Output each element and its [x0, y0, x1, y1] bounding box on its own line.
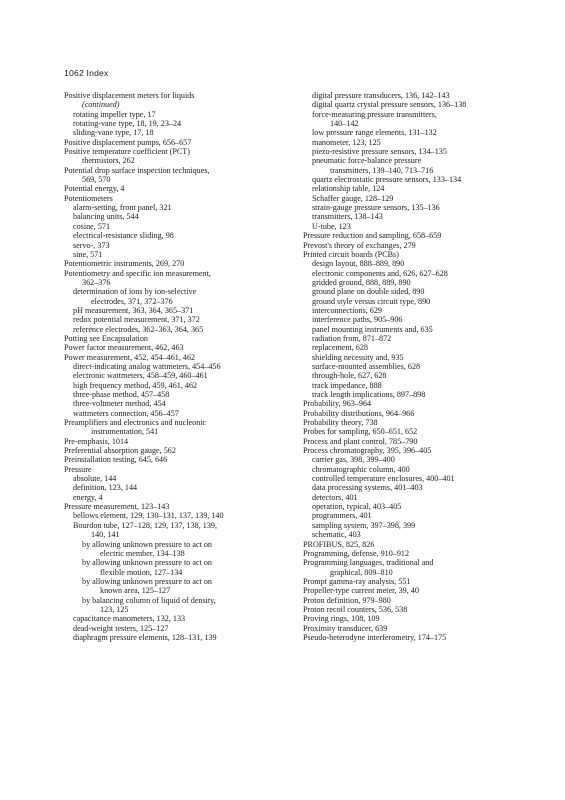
- index-entry: Potential energy, 4: [64, 184, 125, 194]
- index-subentry: force-measuring pressure transmitters,: [312, 109, 437, 119]
- index-subentry: ground plane on double sided, 890: [312, 287, 425, 297]
- index-subentry: sine, 571: [73, 249, 103, 259]
- index-subentry: determination of ions by ion-selective: [73, 287, 197, 297]
- index-subentry: radiation from, 871–872: [312, 333, 392, 343]
- index-subentry: sliding-vane type, 17, 18: [73, 128, 154, 138]
- index-entry: Positive displacement pumps, 656–657: [64, 137, 192, 147]
- index-subentry: three-phase method, 457–458: [73, 390, 170, 399]
- index-entry: Pressure measurement, 123–143: [64, 502, 170, 512]
- index-entry: Probes for sampling, 650–651, 652: [303, 427, 418, 437]
- index-entry: Pseudo-heterodyne interferometry, 174–175: [303, 632, 447, 642]
- index-subentry: definition, 123, 144: [73, 483, 138, 493]
- index-entry: Power measurement, 452, 454–461, 462: [64, 352, 196, 362]
- index-subentry: surface-mounted assemblies, 628: [312, 361, 421, 371]
- index-subentry: dead-weight testers, 125–127: [73, 623, 169, 633]
- index-subentry: servo-, 373: [73, 240, 110, 250]
- index-subentry: pneumatic force-balance pressure: [312, 156, 422, 166]
- index-subentry: sampling system, 397–398, 399: [312, 520, 416, 530]
- index-subentry: diaphragm pressure elements, 128–131, 139: [73, 632, 217, 642]
- index-entry: PROFIBUS, 825, 826: [303, 539, 375, 549]
- index-subentry: direct-indicating analog wattmeters, 454–456: [73, 361, 221, 371]
- index-subentry: bellows element, 129, 130–131, 137, 139, 140: [73, 511, 224, 521]
- index-entry: Pre-emphasis, 1014: [64, 436, 129, 446]
- index-subentry: by allowing unknown pressure to act on: [82, 539, 212, 549]
- index-entry: Potentiometry and specific ion measurement,: [64, 268, 211, 278]
- index-entry: Proton definition, 979–980: [303, 595, 391, 605]
- index-subentry: detectors, 401: [312, 492, 358, 502]
- index-subentry: 362–376: [82, 277, 111, 287]
- index-subentry: 569, 570: [82, 175, 111, 185]
- index-entry: Positive displacement meters for liquids: [64, 91, 195, 100]
- index-subentry: interference paths, 905–906: [312, 315, 403, 325]
- index-subentry: electronic wattmeters, 458–459, 460–461: [73, 371, 208, 381]
- index-subentry: electrodes, 371, 372–376: [91, 296, 173, 306]
- index-subentry: wattmeters connection, 456–457: [73, 408, 179, 418]
- index-subentry: rotating impeller type, 17: [73, 109, 156, 119]
- index-entry: Programming languages, traditional and: [303, 558, 434, 568]
- index-subentry: piezo-resistive pressure sensors, 134–135: [312, 147, 447, 157]
- index-subentry: Schaffer gauge, 128–129: [312, 193, 394, 203]
- index-subentry: alarm-setting, front panel, 321: [73, 203, 172, 213]
- index-subentry: pH measurement, 363, 364, 365–371: [73, 305, 194, 315]
- index-entry: Pressure: [64, 464, 92, 474]
- index-subentry: through-hole, 627, 628: [312, 371, 387, 381]
- index-subentry: controlled temperature enclosures, 400–401: [312, 474, 455, 484]
- index-subentry: 123, 125: [100, 604, 129, 614]
- index-column-left: [64, 91, 296, 642]
- index-subentry: rotating-vane type, 18, 19, 23–24: [73, 119, 182, 129]
- index-subentry: redox potential measurement, 371, 372: [73, 315, 200, 325]
- index-subentry: capacitance manometers, 132, 133: [73, 614, 186, 624]
- index-subentry: track length implications, 897–898: [312, 390, 426, 399]
- index-subentry: quartz electrostatic pressure sensors, 133–134: [312, 175, 462, 185]
- index-subentry: Bourdon tube, 127–128, 129, 137, 138, 139,: [73, 520, 217, 530]
- index-subentry: transmitters, 138–143: [312, 212, 383, 222]
- index-subentry: U-tube, 123: [312, 221, 351, 231]
- index-subentry: electronic components and, 626, 627–628: [312, 268, 448, 278]
- index-entry: Preferential absorption gauge, 562: [64, 446, 176, 456]
- index-entry: Preinstallation testing, 645, 646: [64, 455, 168, 465]
- index-entry: Proving rings, 108, 109: [303, 614, 380, 624]
- index-subentry: programmers, 401: [312, 511, 372, 521]
- index-subentry: track impedance, 888: [312, 380, 382, 390]
- index-subentry: replacement, 628: [312, 343, 368, 353]
- index-subentry: digital quartz crystal pressure sensors, 136–138: [312, 100, 467, 110]
- index-subentry: by balancing column of liquid of density,: [82, 595, 216, 605]
- index-entry: Probability, 963–964: [303, 399, 372, 409]
- index-entry: Process and plant control, 785–790: [303, 436, 418, 446]
- index-subentry: known area, 125–127: [100, 586, 171, 596]
- index-subentry: schematic, 403: [312, 530, 361, 540]
- index-entry: Preamplifiers and electronics and nucleonic: [64, 418, 207, 428]
- index-entry: Pressure reduction and sampling, 658–659: [303, 231, 442, 241]
- index-entry: Prevost's theory of exchanges, 279: [303, 240, 416, 250]
- index-subentry: ground style versus circuit type, 890: [312, 296, 431, 306]
- index-subentry: balancing units, 544: [73, 212, 139, 222]
- index-subentry: three-voltmeter method, 454: [73, 399, 166, 409]
- index-subentry: data processing systems, 401–403: [312, 483, 423, 493]
- index-entry: Proton recoil counters, 536, 538: [303, 604, 408, 614]
- index-subentry: flexible motion, 127–134: [100, 567, 183, 577]
- index-subentry: absolute, 144: [73, 474, 117, 484]
- index-subentry: manometer, 123, 125: [312, 137, 381, 147]
- index-subentry: high frequency method, 459, 461, 462: [73, 380, 198, 390]
- index-subentry: chromatographic column, 400: [312, 464, 410, 474]
- index-entry: Probability theory, 738: [303, 418, 378, 428]
- index-entry: Potentiometric instruments, 269, 270: [64, 259, 185, 269]
- index-entry: Propeller-type current meter, 39, 40: [303, 586, 419, 596]
- running-header: 1062 Index: [64, 68, 109, 78]
- index-subentry: electric member, 134–138: [100, 548, 185, 558]
- index-column-right: [303, 91, 535, 642]
- index-entry: Printed circuit boards (PCBs): [303, 249, 399, 259]
- index-subentry: electrical-resistance sliding, 98: [73, 231, 174, 241]
- index-subentry: strain-gauge pressure sensors, 135–136: [312, 203, 440, 213]
- index-subentry: low pressure range elements, 131–132: [312, 128, 437, 138]
- index-entry: Prompt gamma-ray analysis, 551: [303, 576, 411, 586]
- index-entry: Potential drop surface inspection techniques,: [64, 165, 210, 175]
- index-entry: Programming, defense, 910–912: [303, 548, 410, 558]
- index-entry: Process chromatography, 395, 396–405: [303, 446, 432, 456]
- index-subentry: thermistors, 262: [82, 156, 135, 166]
- index-subentry: 140, 141: [91, 530, 120, 540]
- index-subentry: design layout, 888–889, 890: [312, 259, 405, 269]
- index-subentry: (continued): [82, 100, 120, 110]
- index-subentry: gridded ground, 888, 889, 890: [312, 277, 411, 287]
- index-entry: Probability distributions, 964–966: [303, 408, 415, 418]
- index-subentry: interconnections, 629: [312, 305, 382, 315]
- index-subentry: reference electrodes, 362–363, 364, 365: [73, 324, 204, 334]
- index-subentry: carrier gas, 398, 399–400: [312, 455, 395, 465]
- index-subentry: cosine, 571: [73, 221, 111, 231]
- index-subentry: panel mounting instruments and, 635: [312, 324, 433, 334]
- index-subentry: relationship table, 124: [312, 184, 385, 194]
- index-entry: Power factor measurement, 462, 463: [64, 343, 184, 353]
- index-subentry: energy, 4: [73, 492, 103, 502]
- index-subentry: digital pressure transducers, 136, 142–143: [312, 91, 450, 100]
- index-subentry: by allowing unknown pressure to act on: [82, 558, 212, 568]
- index-entry: Positive temperature coefficient (PCT): [64, 147, 190, 157]
- index-subentry: graphical, 809–810: [330, 567, 393, 577]
- index-entry: Proximity transducer, 639: [303, 623, 388, 633]
- index-subentry: operation, typical, 403–405: [312, 502, 402, 512]
- index-subentry: by allowing unknown pressure to act on: [82, 576, 212, 586]
- index-subentry: transmitters, 139–140, 713–716: [330, 165, 434, 175]
- index-subentry: shielding necessity and, 935: [312, 352, 404, 362]
- index-subentry: instrumentation, 541: [91, 427, 159, 437]
- index-subentry: 140–142: [330, 119, 359, 129]
- index-entry: Potting see Encapsulation: [64, 333, 148, 343]
- index-entry: Potentiometers: [64, 193, 113, 203]
